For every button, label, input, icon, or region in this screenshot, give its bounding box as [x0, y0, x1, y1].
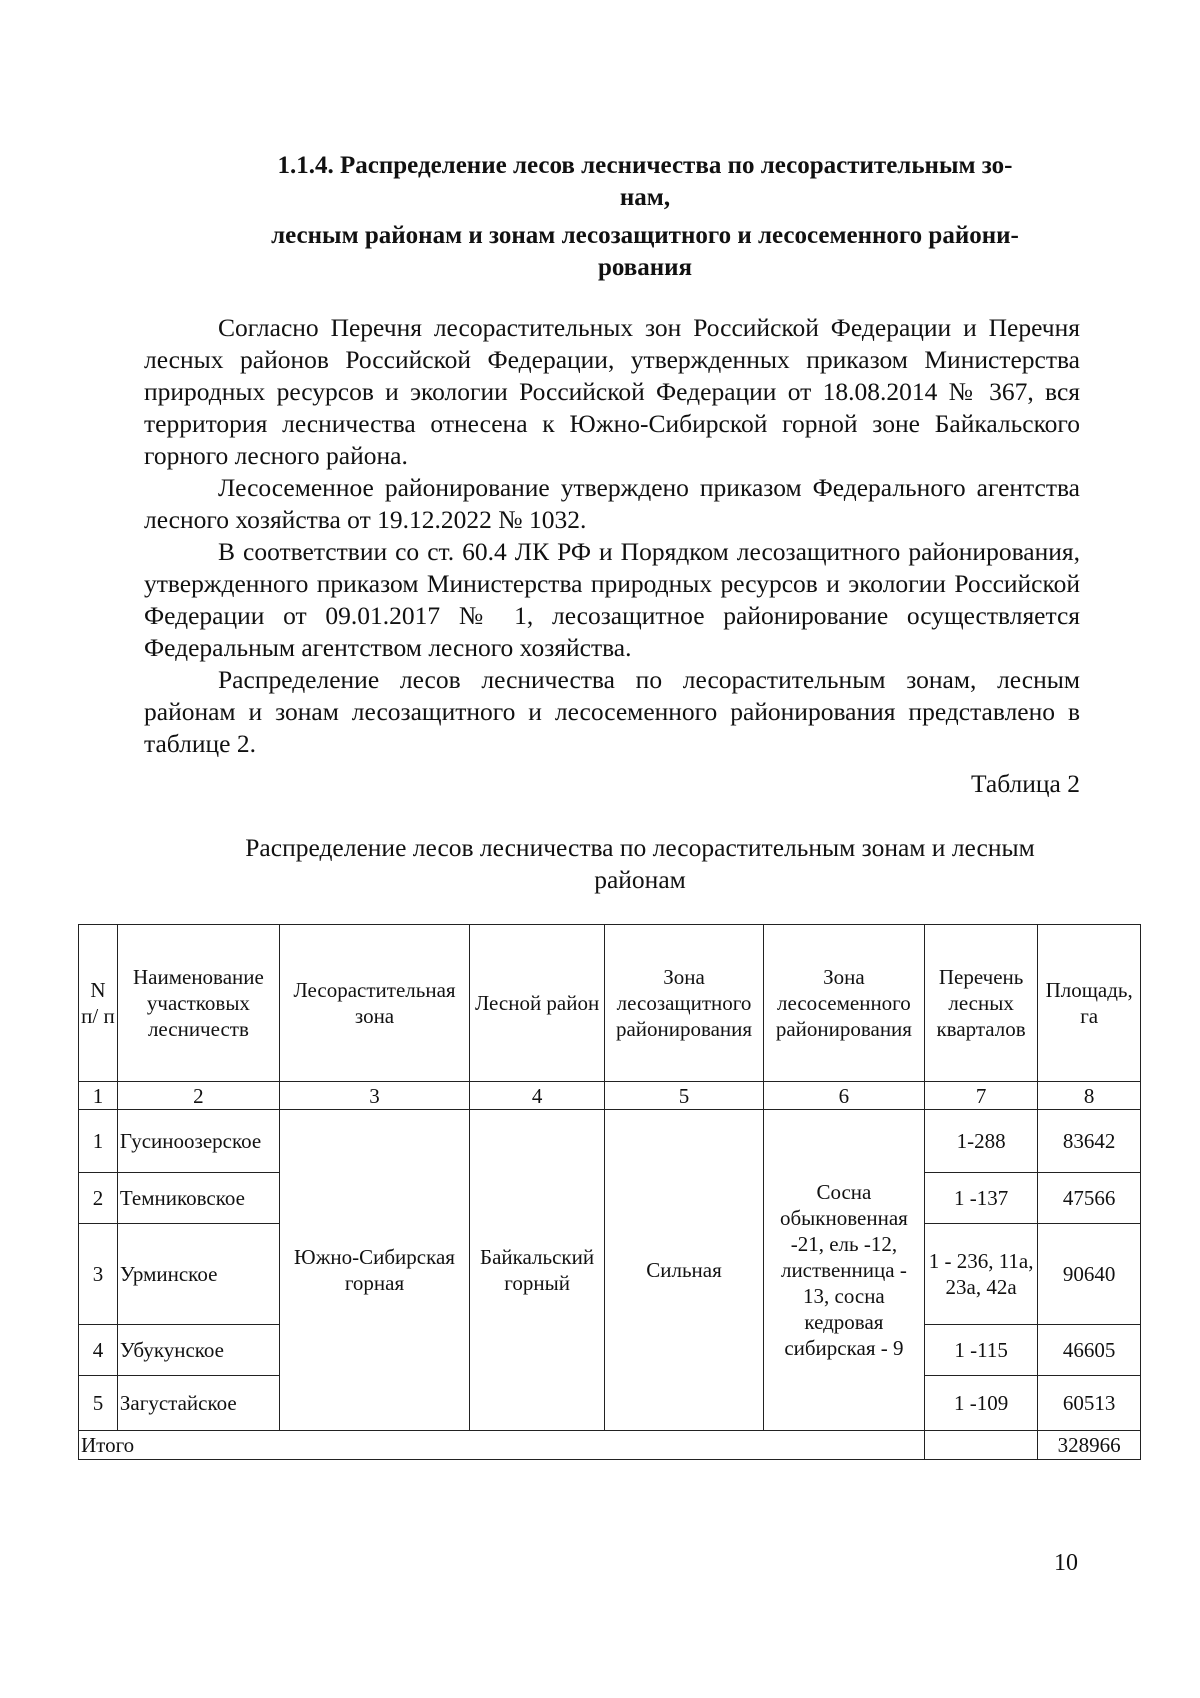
header-cell: Площадь, га	[1038, 925, 1141, 1082]
paragraph-4: Распределение лесов лесничества по лесорастительным зонам, лесным районам и зонам лесозащитного и лесосеменного районирования представлено в таблице 2.	[144, 665, 1080, 758]
heading-line-3: лесным районам и зонам лесозащитного и лесосеменного райони-	[271, 222, 1019, 249]
forestry-name: Гусиноозерское	[117, 1110, 279, 1173]
paragraph-2: Лесосеменное районирование утверждено приказом Федерального агентства лесного хозяйства от 19.12.2022 № 1032.	[144, 473, 1080, 534]
heading-line-1: 1.1.4. Распределение лесов лесничества по лесорастительным зо-	[277, 152, 1013, 179]
forestry-name: Темниковское	[117, 1173, 279, 1224]
forestry-name: Урминское	[117, 1224, 279, 1325]
paragraph-3: В соответствии со ст. 60.4 ЛК РФ и Порядком лесозащитного районирования, утвержденного приказом Министерства природных ресурсов и экологии Российской Федерации от 09.01.2017 № 1, лесозащитное районирование осуществляется Федеральным агентством лесного хозяйства.	[144, 537, 1080, 662]
header-cell: Наименование участковых лесничеств	[117, 925, 279, 1082]
column-number: 8	[1038, 1082, 1141, 1110]
quarters-cell: 1-288	[924, 1110, 1037, 1173]
forest-district-cell: Байкальский горный	[470, 1110, 605, 1431]
column-number: 5	[605, 1082, 764, 1110]
forest-zone-cell: Южно-Сибирская горная	[279, 1110, 469, 1431]
column-number: 4	[470, 1082, 605, 1110]
forestry-name: Загустайское	[117, 1376, 279, 1431]
header-cell: Зона лесозащитного районирования	[605, 925, 764, 1082]
total-row	[79, 1431, 1141, 1460]
row-number: 1	[79, 1110, 118, 1173]
header-cell: N п/ п	[79, 925, 118, 1082]
area-cell: 83642	[1038, 1110, 1141, 1173]
table-title: Распределение лесов лесничества по лесорастительным зонам и лесным районам	[245, 833, 1035, 894]
header-cell: Перечень лесных кварталов	[924, 925, 1037, 1082]
forest-distribution-table	[78, 924, 1141, 1460]
total-quarters	[924, 1431, 1037, 1460]
row-number: 3	[79, 1224, 118, 1325]
header-cell: Лесной район	[470, 925, 605, 1082]
area-cell: 47566	[1038, 1173, 1141, 1224]
area-cell: 90640	[1038, 1224, 1141, 1325]
quarters-cell: 1 - 236, 11а, 23а, 42а	[924, 1224, 1037, 1325]
heading-line-4: рования	[597, 254, 693, 281]
quarters-cell: 1 -137	[924, 1173, 1037, 1224]
quarters-cell: 1 -109	[924, 1376, 1037, 1431]
area-cell: 60513	[1038, 1376, 1141, 1431]
table-header-row	[79, 925, 1141, 1082]
row-number: 5	[79, 1376, 118, 1431]
body-text	[144, 312, 1080, 760]
heading-line-2: нам,	[619, 184, 671, 211]
area-cell: 46605	[1038, 1325, 1141, 1376]
table-label: Таблица 2	[970, 769, 1080, 798]
seed-zone-cell: Сосна обыкновенная -21, ель -12, лиственница - 13, сосна кедровая сибирская - 9	[763, 1110, 924, 1431]
column-number: 2	[117, 1082, 279, 1110]
column-number-row	[79, 1082, 1141, 1110]
total-area: 328966	[1038, 1431, 1141, 1460]
table-row	[79, 1110, 1141, 1173]
page-number: 10	[1054, 1550, 1078, 1576]
quarters-cell: 1 -115	[924, 1325, 1037, 1376]
header-cell: Лесорастительная зона	[279, 925, 469, 1082]
column-number: 7	[924, 1082, 1037, 1110]
column-number: 3	[279, 1082, 469, 1110]
column-number: 6	[763, 1082, 924, 1110]
row-number: 4	[79, 1325, 118, 1376]
total-label: Итого	[79, 1431, 925, 1460]
header-cell: Зона лесосеменного районирования	[763, 925, 924, 1082]
protection-zone-cell: Сильная	[605, 1110, 764, 1431]
forestry-name: Убукунское	[117, 1325, 279, 1376]
paragraph-1: Согласно Перечня лесорастительных зон Российской Федерации и Перечня лесных районов Российской Федерации, утвержденных приказом Министерства природных ресурсов и экологии Российской Федерации от 18.08.2014 № 367, вся территория лесничества отнесена к Южно-Сибирской горной зоне Байкальского горного лесного района.	[144, 313, 1080, 470]
column-number: 1	[79, 1082, 118, 1110]
row-number: 2	[79, 1173, 118, 1224]
section-heading	[210, 150, 1080, 284]
